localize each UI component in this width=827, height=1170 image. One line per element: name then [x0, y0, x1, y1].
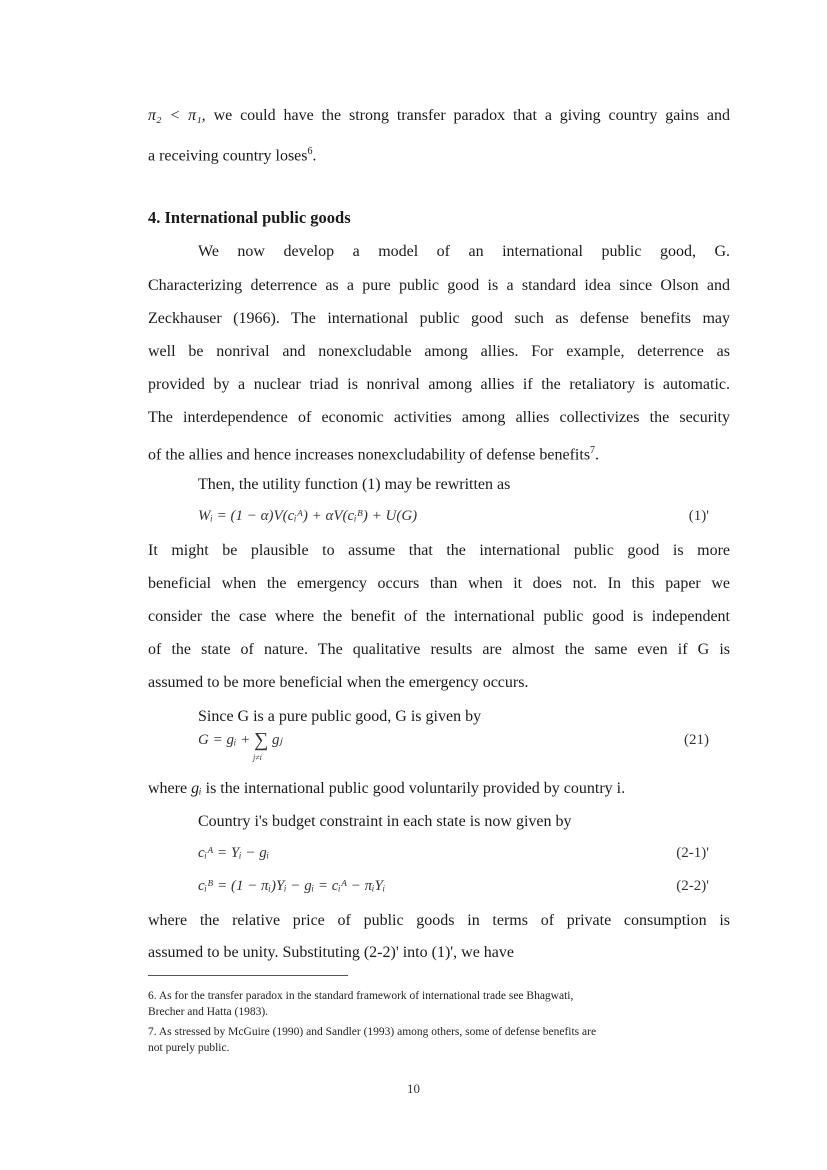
- footnote-ref: 7: [590, 445, 596, 456]
- inline-math: π₂ < π₁,: [148, 107, 206, 124]
- para1-line: Zeckhauser (1966). The international public good such as defense benefits may: [148, 310, 730, 327]
- section-heading: 4. International public goods: [148, 208, 351, 227]
- since-line: Since G is a pure public good, G is given by: [198, 708, 482, 725]
- where-line: where gᵢ is the international public good voluntarily provided by country i.: [148, 780, 626, 797]
- para3-last-line: assumed to be unity. Substituting (2-2)' into (1)', we have: [148, 944, 515, 961]
- para1-line: Characterizing deterrence as a pure public good is a standard idea since Olson and: [148, 277, 730, 294]
- equation-number: (21): [684, 732, 709, 748]
- utility-intro: Then, the utility function (1) may be rewritten as: [198, 476, 511, 493]
- para1-last-line: of the allies and hence increases nonexcludability of defense benefits$^7$.: [148, 445, 600, 464]
- para2-line: It might be plausible to assume that the international public good is more: [148, 542, 730, 559]
- footnote-line: not purely public.: [148, 1042, 230, 1054]
- intro-line-2-text: a receiving country loses: [148, 147, 308, 165]
- inline-math: gᵢ: [191, 780, 202, 797]
- para1-line: well be nonrival and nonexcludable among allies. For example, deterrence as: [148, 343, 730, 360]
- para3-line: where the relative price of public goods in terms of private consumption is: [148, 912, 730, 929]
- equation-2-1-prime: cᵢᴬ = Yᵢ − gᵢ: [198, 845, 270, 861]
- para1-line: provided by a nuclear triad is nonrival among allies if the retaliatory is automatic.: [148, 376, 730, 393]
- para1-line: The interdependence of economic activities among allies collectivizes the security: [148, 409, 730, 426]
- para2-line: consider the case where the benefit of the international public good is independent: [148, 608, 730, 625]
- footnote-line: 7. As stressed by McGuire (1990) and Sandler (1993) among others, some of defense benefits are: [148, 1026, 597, 1038]
- equation-21: G = gᵢ + ∑ gⱼ j≠i: [198, 728, 282, 750]
- footnote-line: 6. As for the transfer paradox in the standard framework of international trade see Bhagwati,: [148, 990, 574, 1002]
- para2-line: of the state of nature. The qualitative results are almost the same even if G is: [148, 641, 730, 658]
- equation-number: (2-1)': [676, 845, 709, 861]
- footnote-line: Brecher and Hatta (1983).: [148, 1006, 269, 1018]
- intro-line-2: a receiving country loses$^6$.: [148, 146, 317, 165]
- summation-symbol: ∑: [253, 729, 269, 751]
- equation-number: (1)': [688, 508, 709, 524]
- intro-line-1: [148, 106, 730, 126]
- equation-1-prime: Wᵢ = (1 − α)V(cᵢᴬ) + αV(cᵢᴮ) + U(G): [198, 508, 418, 524]
- para2-line: beneficial when the emergency occurs than when it does not. In this paper we: [148, 575, 730, 592]
- equation-2-2-prime: cᵢᴮ = (1 − πᵢ)Yᵢ − gᵢ = cᵢᴬ − πᵢYᵢ: [198, 878, 386, 894]
- page-number: 10: [407, 1081, 420, 1096]
- budget-line: Country i's budget constraint in each state is now given by: [198, 813, 572, 830]
- para2-last-line: assumed to be more beneficial when the emergency occurs.: [148, 674, 529, 691]
- footnote-ref: 6: [307, 146, 313, 157]
- footnote-rule: [148, 975, 348, 976]
- para1-line: We now develop a model of an international public good, G.: [198, 243, 730, 260]
- intro-line-1-text: we could have the strong transfer paradox that a giving country gains and: [213, 107, 730, 124]
- equation-number: (2-2)': [676, 878, 709, 894]
- summation-limit: j≠i: [253, 753, 262, 762]
